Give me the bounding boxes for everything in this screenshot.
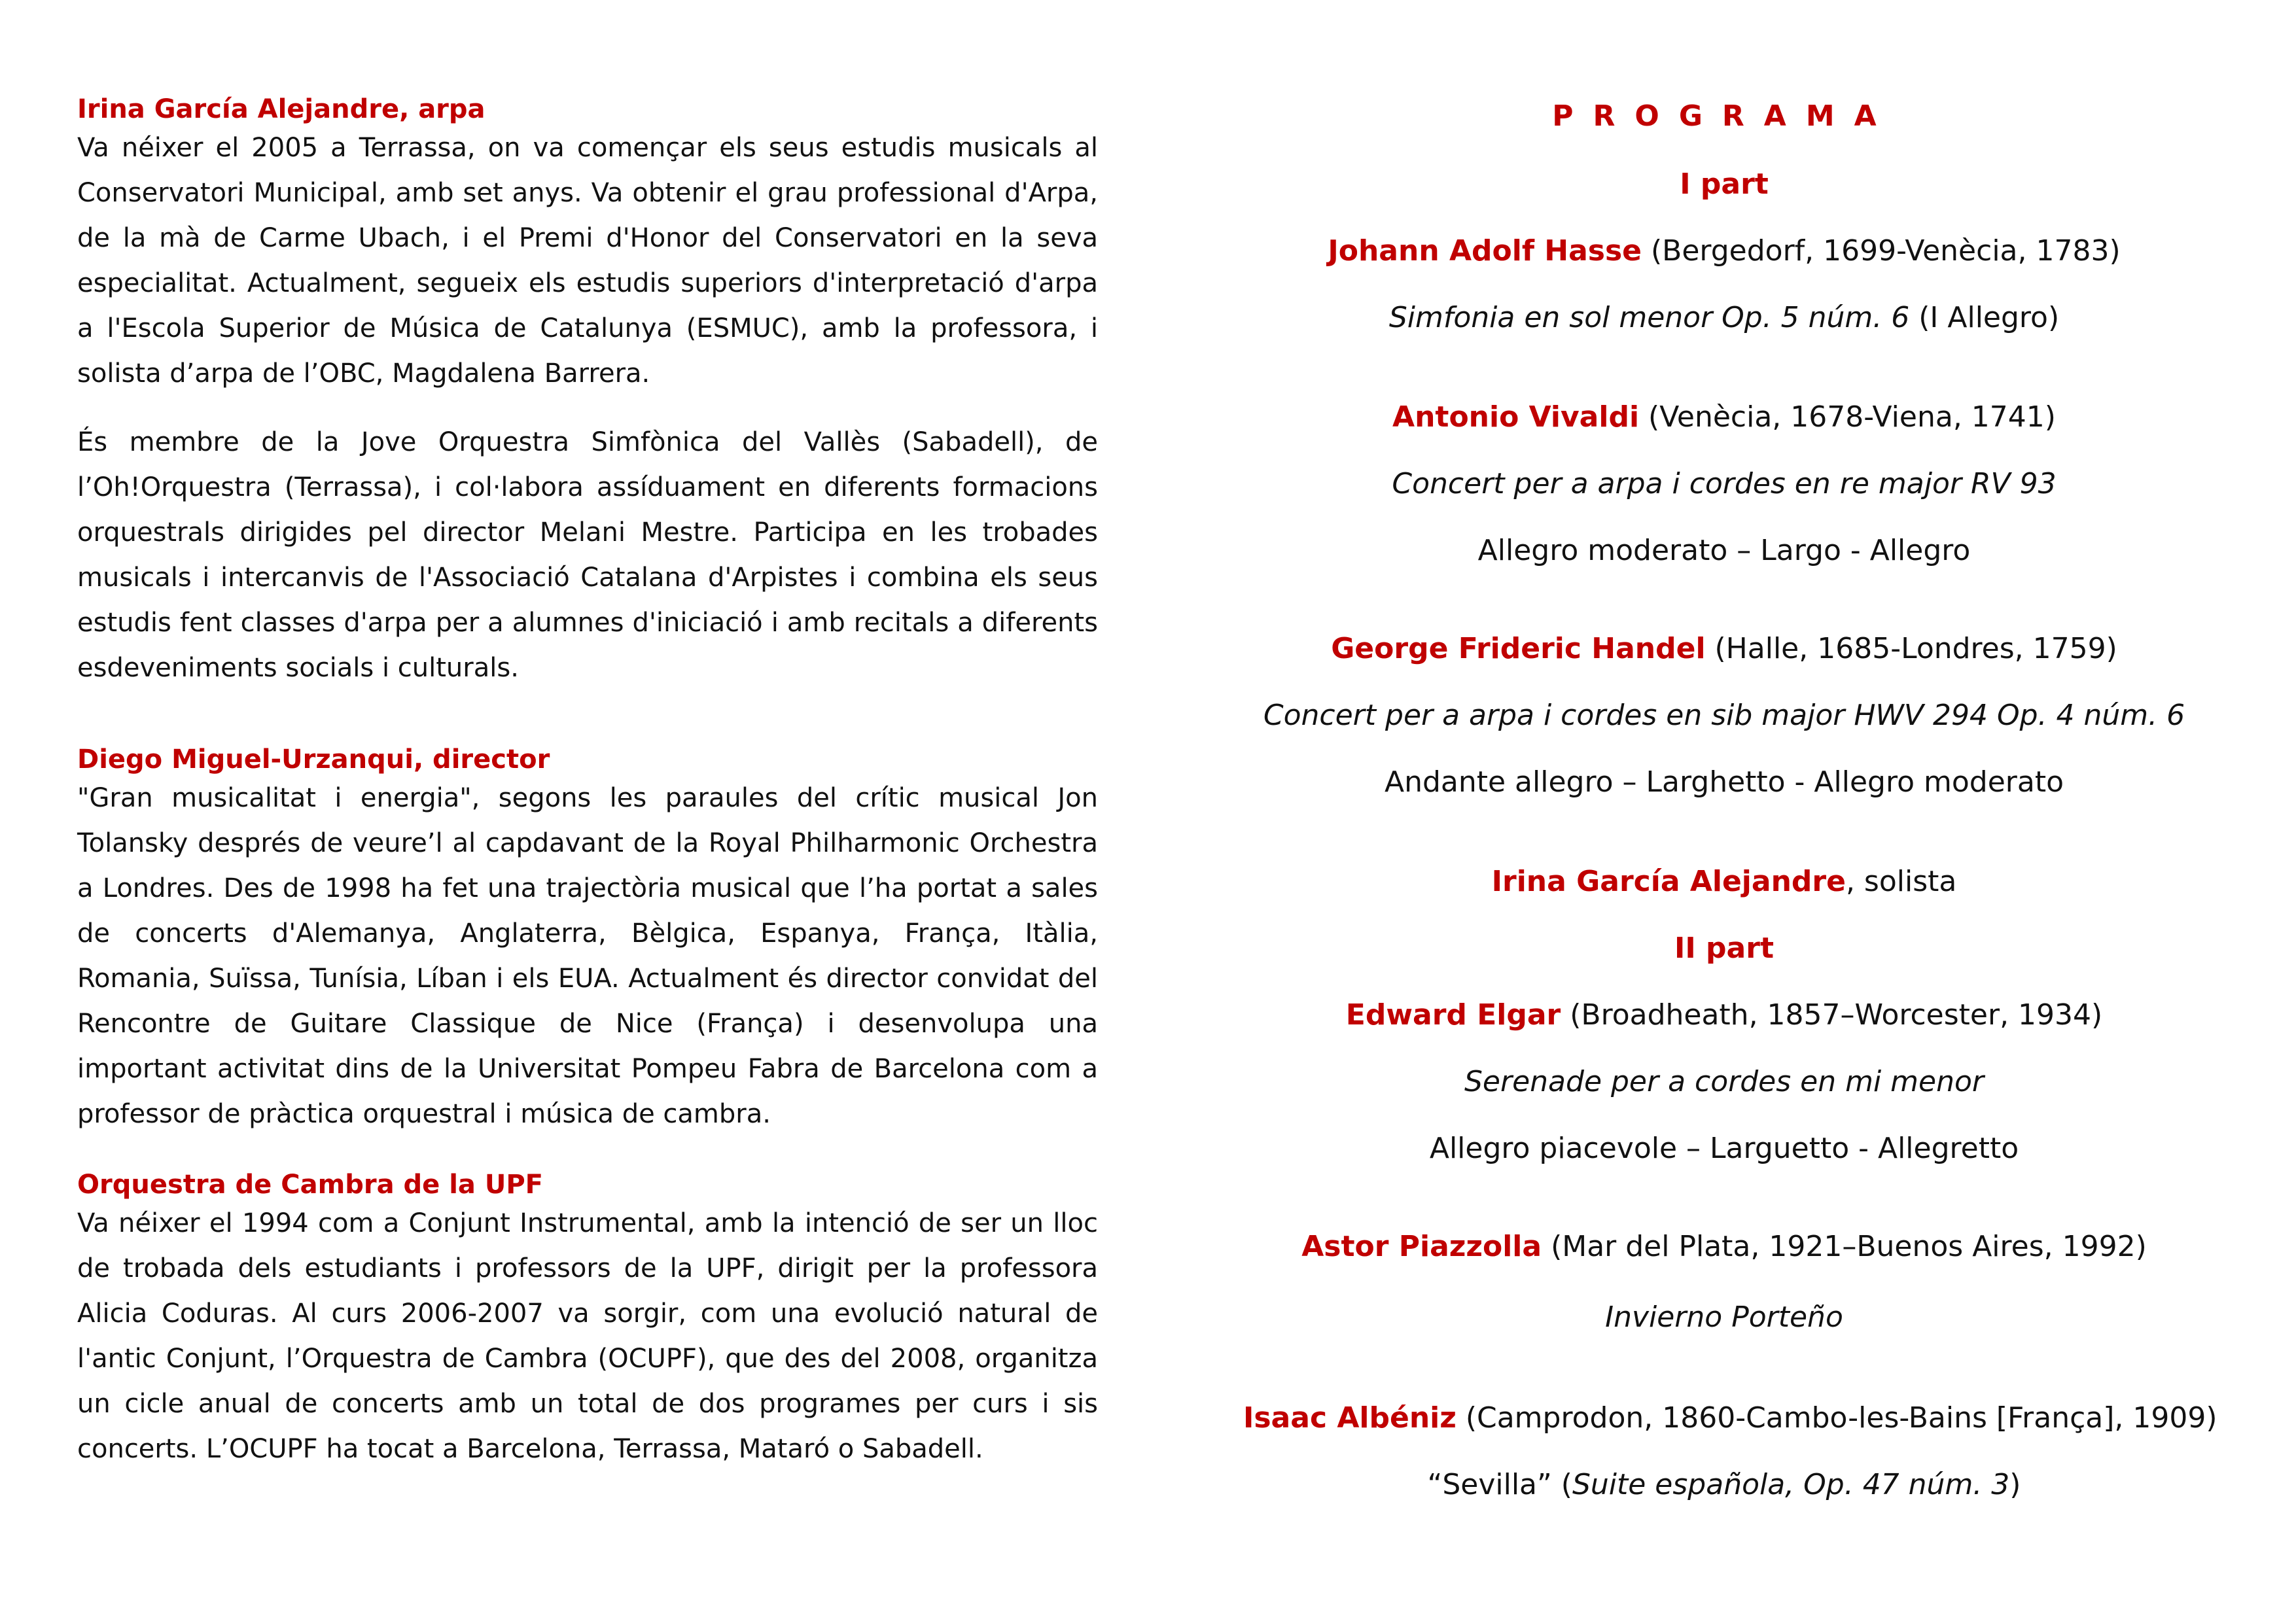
work-piazzolla: Invierno Porteño xyxy=(1605,1300,1843,1334)
bio-title: Orquestra de Cambra de la UPF xyxy=(77,1170,543,1200)
bio-ocupf xyxy=(77,1168,1098,1472)
bio-name: Diego Miguel-Urzanqui xyxy=(77,744,414,775)
composer-name: George Frideric Handel xyxy=(1331,632,1706,665)
soloist-line xyxy=(1243,864,2205,900)
composer-name: Antonio Vivaldi xyxy=(1392,400,1640,434)
bio-paragraph: "Gran musicalitat i energia", segons les paraules del crític musical Jon Tolansky després de veure’l al capdavant de la Royal Philharmonic Orchestra a Londres. Des de 1998 ha fet una trajectòria musical que l’ha portat a sales de concerts d'Alemanya, Anglaterra, Bèlgica, Espanya, França, Itàlia, Romania, Suïssa, Tunísia, Líban i els EUA. Actualment és director convidat del Rencontre de Guitare Classique de Nice (França) i desenvolupa una important activitat dins de la Universitat Pompeu Fabra de Barcelona com a professor de pràctica orquestral i música de cambra. xyxy=(77,783,1098,1129)
composer-albeniz xyxy=(1243,1400,2217,1437)
work-vivaldi: Concert per a arpa i cordes en re major RV 93 xyxy=(1392,467,2057,500)
part-two-heading: II part xyxy=(1674,932,1774,965)
work-movements: (I Allegro) xyxy=(1909,301,2060,334)
composer-hasse xyxy=(1243,233,2205,270)
movements-vivaldi: Allegro moderato – Largo - Allegro xyxy=(1477,534,1971,567)
program-heading: PROGRAMA xyxy=(1552,99,1896,133)
composer-dates: (Mar del Plata, 1921–Buenos Aires, 1992) xyxy=(1542,1230,2147,1263)
work-albeniz xyxy=(1243,1467,2205,1503)
bio-role: , director xyxy=(413,744,550,775)
bio-paragraph: Va néixer el 1994 com a Conjunt Instrumental, amb la intenció de ser un lloc de trobada dels estudiants i professors de la UPF, dirigit per la professora Alicia Coduras. Al curs 2006-2007 va sorgir, com una evolució natural de l'antic Conjunt, l’Orquestra de Cambra (OCUPF), que des del 2008, organitza un cicle anual de concerts amb un total de dos programes per curs i sis concerts. L’OCUPF ha tocat a Barcelona, Terrassa, Mataró o Sabadell. xyxy=(77,1208,1098,1464)
work-elgar: Serenade per a cordes en mi menor xyxy=(1464,1065,1984,1098)
bio-paragraph: És membre de la Jove Orquestra Simfònica del Vallès (Sabadell), de l’Oh!Orquestra (Terrassa), i col·labora assíduament en diferents formacions orquestrals dirigides pel director Melani Mestre. Participa en les trobades musicals i intercanvis de l'Associació Catalana d'Arpistes i combina els seus estudis fent classes d'arpa per a alumnes d'iniciació i amb recitals a diferents esdeveniments socials i culturals. xyxy=(77,427,1098,683)
work-title: Suite española, Op. 47 núm. 3 xyxy=(1572,1468,2010,1501)
composer-piazzolla xyxy=(1243,1229,2205,1265)
composer-name: Johann Adolf Hasse xyxy=(1328,234,1642,268)
biographies-column xyxy=(77,93,1098,1472)
bio-diego xyxy=(77,743,1098,1137)
movements-elgar: Allegro piacevole – Larguetto - Allegretto xyxy=(1429,1132,2019,1165)
soloist-name: Irina García Alejandre xyxy=(1491,865,1846,898)
work-handel: Concert per a arpa i cordes en sib major HWV 294 Op. 4 núm. 6 xyxy=(1263,699,2185,732)
composer-vivaldi xyxy=(1243,399,2205,436)
soloist-role: , solista xyxy=(1845,865,1957,898)
bio-irina xyxy=(77,93,1098,691)
composer-dates: (Halle, 1685-Londres, 1759) xyxy=(1705,632,2117,665)
work-title: Simfonia en sol menor Op. 5 núm. 6 xyxy=(1388,301,1910,334)
bio-title xyxy=(77,743,1098,776)
bio-paragraph: Va néixer el 2005 a Terrassa, on va començar els seus estudis musicals al Conservatori Municipal, amb set anys. Va obtenir el grau professional d'Arpa, de la mà de Carme Ubach, i el Premi d'Honor del Conservatori en la seva especialitat. Actualment, segueix els estudis superiors d'interpretació d'arpa a l'Escola Superior de Música de Catalunya (ESMUC), amb la professora, i solista d’arpa de l’OBC, Magdalena Barrera. xyxy=(77,133,1098,389)
bio-title: Irina García Alejandre, arpa xyxy=(77,94,486,124)
composer-dates: (Bergedorf, 1699-Venècia, 1783) xyxy=(1642,234,2121,268)
composer-name: Edward Elgar xyxy=(1345,998,1561,1032)
composer-elgar xyxy=(1243,997,2205,1034)
work-hasse xyxy=(1243,300,2205,336)
movements-handel: Andante allegro – Larghetto - Allegro moderato xyxy=(1384,765,2064,799)
composer-name: Astor Piazzolla xyxy=(1301,1230,1542,1263)
composer-dates: (Camprodon, 1860-Cambo-les-Bains [França], 1909) xyxy=(1456,1401,2217,1435)
part-one-heading: I part xyxy=(1680,167,1769,201)
composer-dates: (Venècia, 1678-Viena, 1741) xyxy=(1639,400,2056,434)
composer-dates: (Broadheath, 1857–Worcester, 1934) xyxy=(1561,998,2103,1032)
work-prefix: “Sevilla” ( xyxy=(1427,1468,1572,1501)
work-suffix: ) xyxy=(2009,1468,2021,1501)
composer-handel xyxy=(1243,631,2205,667)
composer-name: Isaac Albéniz xyxy=(1243,1401,1457,1435)
